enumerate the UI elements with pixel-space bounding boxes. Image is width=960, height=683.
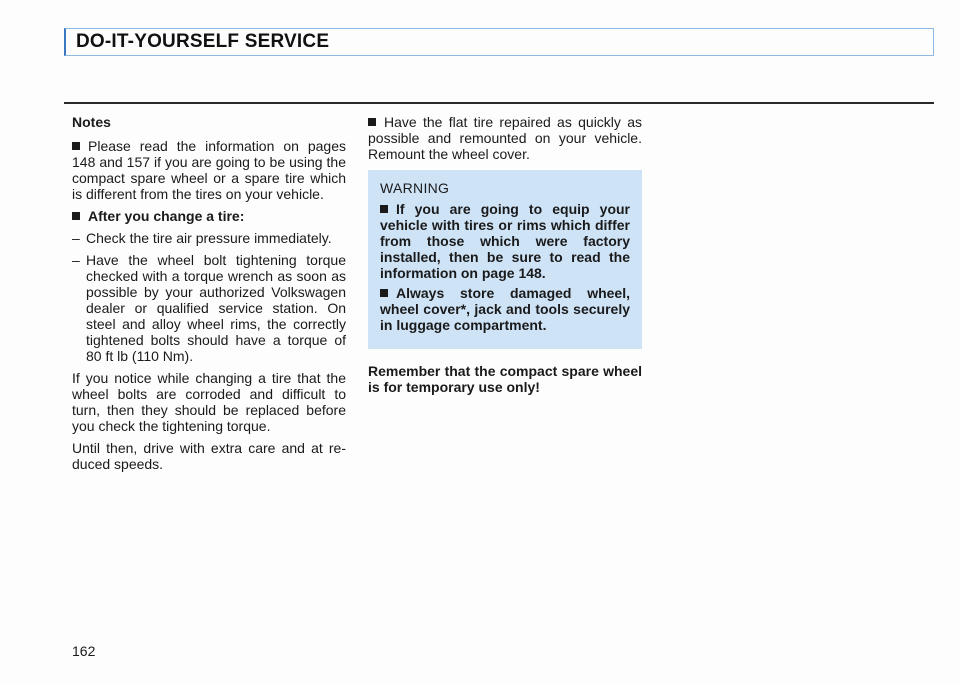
middle-column	[368, 114, 642, 401]
notes-paragraph: Please read the information on pages 148 and 157 if you are going to be using the compact spare wheel or a spare tire which is different from the tires on your vehicle.	[72, 138, 346, 202]
after-change-subheading: After you change a tire:	[72, 208, 346, 224]
warning-title: WARNING	[380, 180, 450, 196]
section-title: DO-IT-YOURSELF SERVICE	[76, 31, 330, 52]
check-pressure-item: – Check the tire air pressure immediately.	[72, 230, 346, 246]
left-column	[72, 114, 346, 478]
remember-note: Remember that the compact spare wheel is for temporary use only!	[368, 363, 642, 395]
section-header-box	[64, 28, 934, 56]
warning-box	[368, 170, 642, 349]
drive-carefully-paragraph: Until then, drive with extra care and at re-duced speeds.	[72, 440, 346, 472]
warning-item-storage: Always store damaged wheel, wheel cover*, jack and tools securely in luggage compartment.	[380, 285, 630, 333]
horizontal-rule	[64, 102, 934, 104]
repair-flat-paragraph: Have the flat tire repaired as quickly as possible and remounted on your vehicle. Remount the wheel cover.	[368, 114, 642, 162]
warning-item-tires: If you are going to equip your vehicle with tires or rims which differ from those which were factory installed, then be sure to read the information on page 148.	[380, 201, 630, 281]
corroded-bolts-paragraph: If you notice while changing a tire that the wheel bolts are corroded and difficult to turn, then they should be replaced before you check the tightening torque.	[72, 370, 346, 434]
page-number: 162	[72, 643, 96, 659]
notes-heading: Notes	[72, 114, 111, 130]
torque-check-item: – Have the wheel bolt tightening torque checked with a torque wrench as soon as possible by your authorized Volkswagen dealer or qualified service station. On steel and alloy wheel rims, the correctly tightened bolts should have a torque of 80 ft lb (110 Nm).	[72, 252, 346, 364]
